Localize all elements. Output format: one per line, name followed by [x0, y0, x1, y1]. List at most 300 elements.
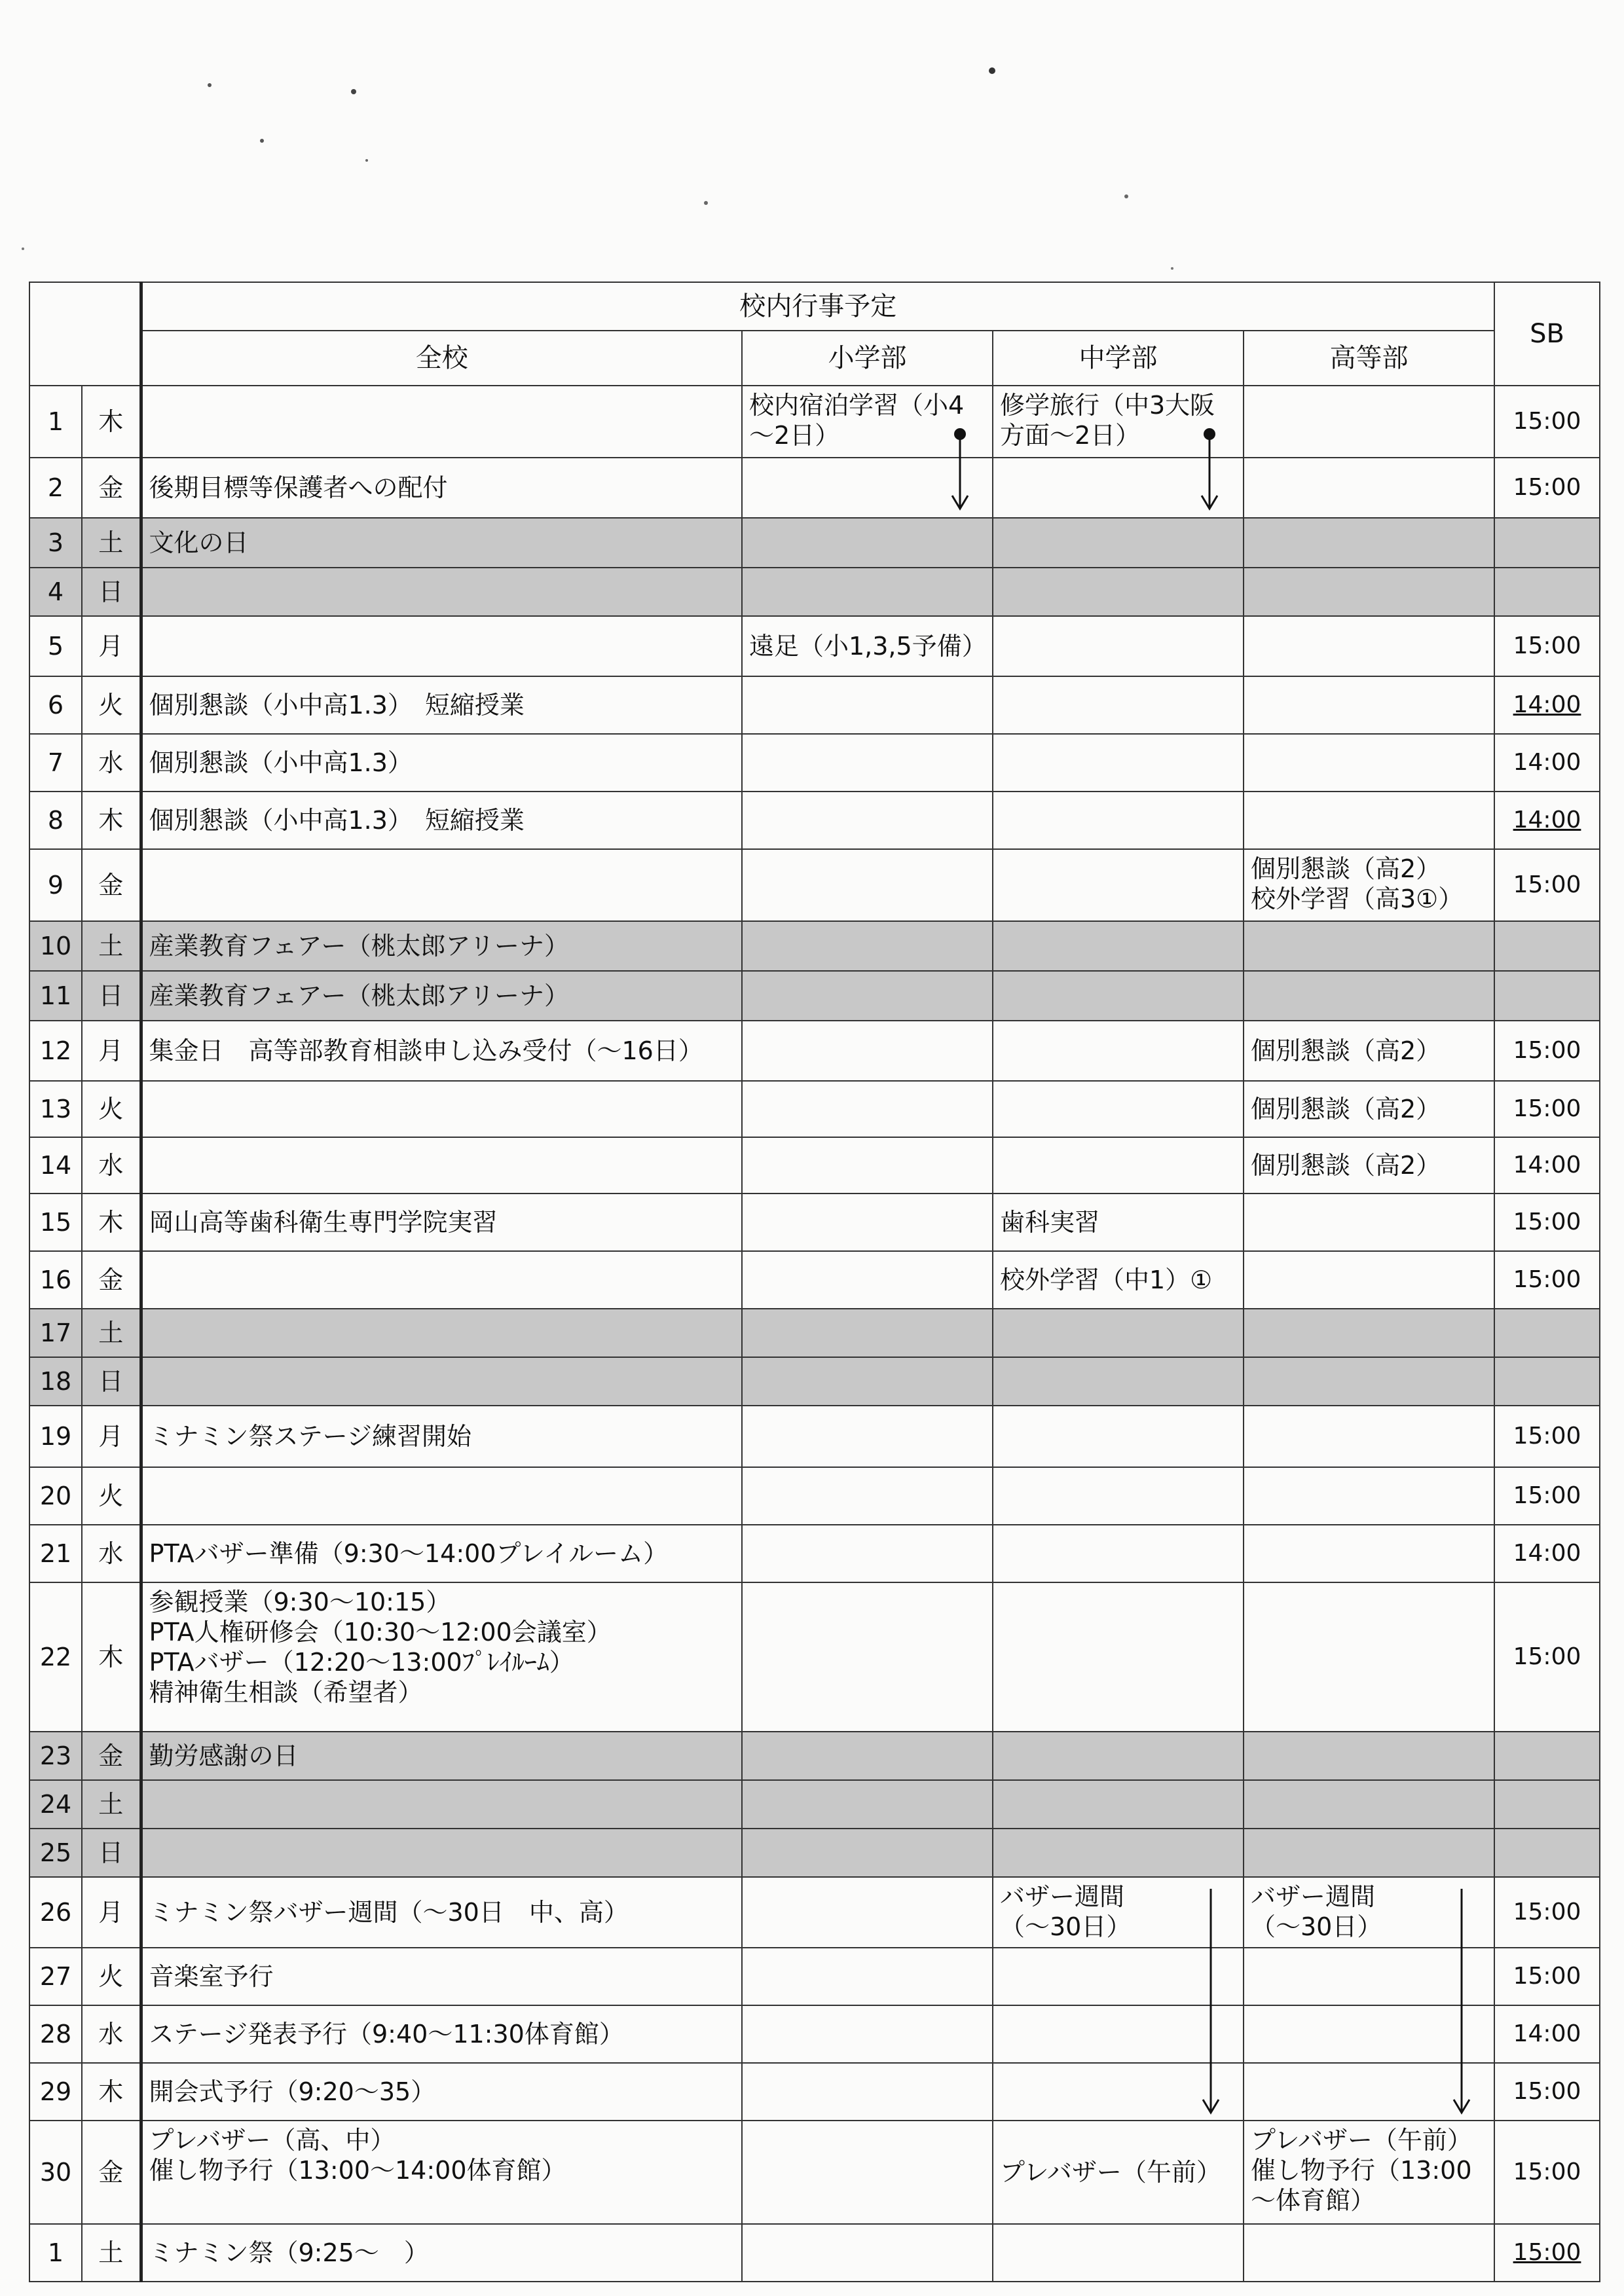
high-school-event — [1244, 1829, 1494, 1877]
event-text: 歯科実習 — [1000, 1208, 1100, 1237]
day-of-week: 土 — [82, 518, 141, 568]
all-school-event — [141, 1021, 742, 1081]
all-school-event — [141, 1406, 742, 1467]
elementary-event — [742, 1137, 993, 1194]
header-high-school: 高等部 — [1244, 331, 1494, 386]
table-row — [29, 1081, 1600, 1137]
day-of-week: 日 — [82, 568, 141, 616]
junior-high-event — [993, 921, 1244, 971]
day-of-week: 水 — [82, 1525, 141, 1582]
elementary-event — [742, 734, 993, 792]
high-school-event — [1244, 971, 1494, 1021]
table-row — [29, 1467, 1600, 1525]
high-school-event — [1244, 1137, 1494, 1194]
elementary-event — [742, 1877, 993, 1948]
day-of-week: 月 — [82, 1021, 141, 1081]
sb-time-text: 15:00 — [1513, 1209, 1581, 1235]
day-number: 17 — [29, 1309, 82, 1357]
day-number: 15 — [29, 1194, 82, 1251]
event-text: プレバザー（高、中） 催し物予行（13:00～14:00体育館） — [149, 2126, 566, 2185]
event-text: 個別懇談（小中高1.3） — [149, 748, 413, 777]
elementary-event — [742, 458, 993, 518]
sb-time — [1494, 1081, 1600, 1137]
sb-time — [1494, 616, 1600, 676]
sb-time — [1494, 1525, 1600, 1582]
all-school-event — [141, 734, 742, 792]
day-of-week: 金 — [82, 458, 141, 518]
junior-high-event — [993, 1525, 1244, 1582]
event-text: 修学旅行（中3大阪方面～2日） — [1000, 391, 1215, 450]
elementary-event — [742, 2063, 993, 2121]
junior-high-event — [993, 1251, 1244, 1309]
elementary-event — [742, 1309, 993, 1357]
header-junior-high: 中学部 — [993, 331, 1244, 386]
day-number: 24 — [29, 1780, 82, 1829]
sb-time — [1494, 1732, 1600, 1780]
elementary-event — [742, 971, 993, 1021]
elementary-event — [742, 2005, 993, 2063]
sb-time — [1494, 676, 1600, 734]
high-school-event — [1244, 1406, 1494, 1467]
high-school-event — [1244, 2224, 1494, 2282]
junior-high-event — [993, 2121, 1244, 2224]
day-of-week: 土 — [82, 2224, 141, 2282]
elementary-event — [742, 1780, 993, 1829]
day-of-week: 月 — [82, 1877, 141, 1948]
event-text: 個別懇談（高2） — [1251, 1095, 1441, 1123]
sb-time-text: 14:00 — [1513, 1152, 1581, 1178]
event-text: ミナミン祭バザー週間（～30日 中、高） — [149, 1898, 629, 1927]
day-of-week: 火 — [82, 1081, 141, 1137]
table-row — [29, 1582, 1600, 1732]
day-number: 6 — [29, 676, 82, 734]
all-school-event — [141, 849, 742, 921]
day-of-week: 月 — [82, 1406, 141, 1467]
sb-time-text: 15:00 — [1513, 1095, 1581, 1122]
elementary-event — [742, 518, 993, 568]
all-school-event — [141, 1525, 742, 1582]
sb-time-text: 14:00 — [1513, 807, 1581, 833]
day-of-week: 月 — [82, 616, 141, 676]
table-row — [29, 2063, 1600, 2121]
day-number: 28 — [29, 2005, 82, 2063]
event-text: 遠足（小1,3,5予備） — [749, 632, 987, 661]
table-row — [29, 1251, 1600, 1309]
table-row — [29, 1021, 1600, 1081]
day-of-week: 火 — [82, 1467, 141, 1525]
high-school-event — [1244, 734, 1494, 792]
sb-time — [1494, 518, 1600, 568]
sb-time — [1494, 1829, 1600, 1877]
day-number: 8 — [29, 792, 82, 849]
elementary-event — [742, 921, 993, 971]
sb-time — [1494, 2121, 1600, 2224]
elementary-event — [742, 616, 993, 676]
all-school-event — [141, 1137, 742, 1194]
junior-high-event — [993, 676, 1244, 734]
elementary-event — [742, 1467, 993, 1525]
table-row — [29, 792, 1600, 849]
header-corner — [29, 282, 141, 386]
day-of-week: 木 — [82, 386, 141, 458]
sb-time-text: 15:00 — [1513, 2159, 1581, 2185]
sb-time-text: 15:00 — [1513, 1963, 1581, 1990]
high-school-event — [1244, 1948, 1494, 2005]
event-text: プレバザー（午前） 催し物予行（13:00～体育館） — [1251, 2126, 1472, 2215]
event-text: 個別懇談（小中高1.3） 短縮授業 — [149, 691, 525, 720]
sb-time — [1494, 1780, 1600, 1829]
event-text: 参観授業（9:30～10:15） PTA人権研修会（10:30～12:00会議室） PTAバザー（12:20～13:00ﾌﾟﾚｲﾙｰﾑ） 精神衛生相談（希望者） — [149, 1588, 612, 1707]
elementary-event — [742, 1406, 993, 1467]
day-number: 1 — [29, 2224, 82, 2282]
sb-time — [1494, 386, 1600, 458]
all-school-event — [141, 792, 742, 849]
junior-high-event — [993, 1582, 1244, 1732]
sb-time — [1494, 971, 1600, 1021]
day-of-week: 木 — [82, 792, 141, 849]
table-row — [29, 1877, 1600, 1948]
sb-time — [1494, 1582, 1600, 1732]
high-school-event — [1244, 518, 1494, 568]
all-school-event — [141, 1732, 742, 1780]
elementary-event — [742, 568, 993, 616]
elementary-event — [742, 2224, 993, 2282]
event-text: 個別懇談（高2） 校外学習（高3①） — [1251, 854, 1464, 913]
sb-time — [1494, 1251, 1600, 1309]
sb-time — [1494, 734, 1600, 792]
event-text: 開会式予行（9:20～35） — [149, 2077, 436, 2106]
day-number: 10 — [29, 921, 82, 971]
high-school-event — [1244, 1525, 1494, 1582]
day-number: 30 — [29, 2121, 82, 2224]
elementary-event — [742, 386, 993, 458]
junior-high-event — [993, 458, 1244, 518]
day-number: 23 — [29, 1732, 82, 1780]
event-text: ステージ発表予行（9:40～11:30体育館） — [149, 2020, 624, 2049]
all-school-event — [141, 2224, 742, 2282]
day-number: 5 — [29, 616, 82, 676]
all-school-event — [141, 1582, 742, 1732]
all-school-event — [141, 2063, 742, 2121]
sb-time-text: 15:00 — [1513, 632, 1581, 659]
all-school-event — [141, 1877, 742, 1948]
event-text: 後期目標等保護者への配付 — [149, 473, 448, 502]
table-row — [29, 1829, 1600, 1877]
header-all-school: 全校 — [141, 331, 742, 386]
day-number: 22 — [29, 1582, 82, 1732]
table-row — [29, 921, 1600, 971]
table-row — [29, 458, 1600, 518]
elementary-event — [742, 1948, 993, 2005]
event-text: 集金日 高等部教育相談申し込み受付（～16日） — [149, 1036, 703, 1065]
high-school-event — [1244, 1251, 1494, 1309]
day-number: 2 — [29, 458, 82, 518]
day-number: 12 — [29, 1021, 82, 1081]
day-number: 4 — [29, 568, 82, 616]
day-number: 26 — [29, 1877, 82, 1948]
high-school-event — [1244, 2121, 1494, 2224]
sb-time-text: 15:00 — [1513, 1037, 1581, 1064]
elementary-event — [742, 1021, 993, 1081]
sb-time-text: 15:00 — [1513, 1643, 1581, 1670]
elementary-event — [742, 676, 993, 734]
day-of-week: 金 — [82, 1732, 141, 1780]
day-number: 9 — [29, 849, 82, 921]
all-school-event — [141, 2005, 742, 2063]
high-school-event — [1244, 1357, 1494, 1406]
junior-high-event — [993, 386, 1244, 458]
junior-high-event — [993, 1081, 1244, 1137]
sb-time-text: 14:00 — [1513, 691, 1581, 718]
day-number: 27 — [29, 1948, 82, 2005]
table-row — [29, 1309, 1600, 1357]
day-number: 1 — [29, 386, 82, 458]
sb-time — [1494, 1021, 1600, 1081]
high-school-event — [1244, 386, 1494, 458]
event-text: バザー週間 （～30日） — [1000, 1882, 1132, 1941]
all-school-event — [141, 568, 742, 616]
junior-high-event — [993, 1780, 1244, 1829]
table-row — [29, 849, 1600, 921]
table-row — [29, 616, 1600, 676]
sb-time — [1494, 568, 1600, 616]
table-row — [29, 1948, 1600, 2005]
table-row — [29, 1194, 1600, 1251]
event-text: プレバザー（午前） — [1000, 2158, 1221, 2187]
junior-high-event — [993, 792, 1244, 849]
high-school-event — [1244, 458, 1494, 518]
day-number: 18 — [29, 1357, 82, 1406]
sb-time — [1494, 1877, 1600, 1948]
day-number: 20 — [29, 1467, 82, 1525]
sb-time-text: 15:00 — [1513, 2239, 1581, 2266]
sb-time-text: 14:00 — [1513, 1540, 1581, 1567]
sb-time — [1494, 849, 1600, 921]
high-school-event — [1244, 1732, 1494, 1780]
sb-time — [1494, 921, 1600, 971]
all-school-event — [141, 518, 742, 568]
all-school-event — [141, 1194, 742, 1251]
elementary-event — [742, 849, 993, 921]
table-row — [29, 2224, 1600, 2282]
junior-high-event — [993, 971, 1244, 1021]
day-of-week: 木 — [82, 1582, 141, 1732]
day-of-week: 火 — [82, 676, 141, 734]
high-school-event — [1244, 1021, 1494, 1081]
event-text: 産業教育フェアー（桃太郎アリーナ） — [149, 932, 569, 960]
sb-time — [1494, 1194, 1600, 1251]
all-school-event — [141, 676, 742, 734]
junior-high-event — [993, 1406, 1244, 1467]
junior-high-event — [993, 1877, 1244, 1948]
header-elementary: 小学部 — [742, 331, 993, 386]
event-text: バザー週間 （～30日） — [1251, 1882, 1382, 1941]
table-row — [29, 971, 1600, 1021]
sb-time — [1494, 792, 1600, 849]
day-of-week: 木 — [82, 1194, 141, 1251]
high-school-event — [1244, 1780, 1494, 1829]
all-school-event — [141, 921, 742, 971]
sb-time — [1494, 458, 1600, 518]
sb-time — [1494, 2005, 1600, 2063]
sb-time-text: 15:00 — [1513, 408, 1581, 435]
day-number: 3 — [29, 518, 82, 568]
high-school-event — [1244, 616, 1494, 676]
sb-time-text: 15:00 — [1513, 871, 1581, 898]
junior-high-event — [993, 1467, 1244, 1525]
day-number: 14 — [29, 1137, 82, 1194]
junior-high-event — [993, 1357, 1244, 1406]
event-text: ミナミン祭ステージ練習開始 — [149, 1422, 471, 1451]
high-school-event — [1244, 2063, 1494, 2121]
table-row — [29, 1406, 1600, 1467]
elementary-event — [742, 1251, 993, 1309]
sb-time — [1494, 1467, 1600, 1525]
sb-time-text: 15:00 — [1513, 474, 1581, 501]
event-text: 勤労感謝の日 — [149, 1741, 299, 1770]
day-number: 13 — [29, 1081, 82, 1137]
all-school-event — [141, 1357, 742, 1406]
sb-time — [1494, 1948, 1600, 2005]
junior-high-event — [993, 1137, 1244, 1194]
high-school-event — [1244, 676, 1494, 734]
table-row — [29, 568, 1600, 616]
event-text: 音楽室予行 — [149, 1962, 274, 1991]
high-school-event — [1244, 2005, 1494, 2063]
event-text: 個別懇談（小中高1.3） 短縮授業 — [149, 806, 525, 835]
junior-high-event — [993, 616, 1244, 676]
day-number: 19 — [29, 1406, 82, 1467]
day-number: 11 — [29, 971, 82, 1021]
high-school-event — [1244, 792, 1494, 849]
all-school-event — [141, 1081, 742, 1137]
sb-time-text: 15:00 — [1513, 1482, 1581, 1509]
day-of-week: 水 — [82, 2005, 141, 2063]
junior-high-event — [993, 849, 1244, 921]
sb-time-text: 14:00 — [1513, 749, 1581, 776]
elementary-event — [742, 1081, 993, 1137]
day-number: 29 — [29, 2063, 82, 2121]
school-events-schedule-table — [29, 282, 1600, 2282]
junior-high-event — [993, 518, 1244, 568]
table-row — [29, 2121, 1600, 2224]
day-of-week: 火 — [82, 1948, 141, 2005]
junior-high-event — [993, 1021, 1244, 1081]
sb-time — [1494, 1137, 1600, 1194]
schedule-body — [29, 386, 1600, 2282]
day-of-week: 日 — [82, 971, 141, 1021]
day-of-week: 金 — [82, 2121, 141, 2224]
junior-high-event — [993, 2063, 1244, 2121]
elementary-event — [742, 1194, 993, 1251]
all-school-event — [141, 1467, 742, 1525]
sb-time-text: 14:00 — [1513, 2020, 1581, 2047]
day-of-week: 金 — [82, 849, 141, 921]
event-text: 文化の日 — [149, 528, 249, 557]
high-school-event — [1244, 849, 1494, 921]
event-text: 校外学習（中1）① — [1000, 1266, 1213, 1294]
high-school-event — [1244, 1081, 1494, 1137]
high-school-event — [1244, 921, 1494, 971]
high-school-event — [1244, 568, 1494, 616]
event-text: 個別懇談（高2） — [1251, 1036, 1441, 1065]
table-row — [29, 734, 1600, 792]
all-school-event — [141, 386, 742, 458]
day-of-week: 日 — [82, 1357, 141, 1406]
event-text: 産業教育フェアー（桃太郎アリーナ） — [149, 981, 569, 1010]
header-title: 校内行事予定 — [141, 282, 1494, 331]
table-row — [29, 386, 1600, 458]
day-of-week: 土 — [82, 921, 141, 971]
all-school-event — [141, 971, 742, 1021]
junior-high-event — [993, 734, 1244, 792]
junior-high-event — [993, 1829, 1244, 1877]
day-of-week: 土 — [82, 1309, 141, 1357]
all-school-event — [141, 1780, 742, 1829]
all-school-event — [141, 2121, 742, 2224]
table-row — [29, 518, 1600, 568]
junior-high-event — [993, 1732, 1244, 1780]
all-school-event — [141, 1948, 742, 2005]
high-school-event — [1244, 1309, 1494, 1357]
high-school-event — [1244, 1877, 1494, 1948]
table-row — [29, 1525, 1600, 1582]
sb-time — [1494, 1309, 1600, 1357]
elementary-event — [742, 1525, 993, 1582]
elementary-event — [742, 1582, 993, 1732]
high-school-event — [1244, 1194, 1494, 1251]
all-school-event — [141, 616, 742, 676]
day-of-week: 日 — [82, 1829, 141, 1877]
elementary-event — [742, 1732, 993, 1780]
all-school-event — [141, 1309, 742, 1357]
day-number: 7 — [29, 734, 82, 792]
sb-time — [1494, 1406, 1600, 1467]
event-text: 岡山高等歯科衛生専門学院実習 — [149, 1208, 498, 1237]
day-number: 21 — [29, 1525, 82, 1582]
day-of-week: 木 — [82, 2063, 141, 2121]
sb-time — [1494, 1357, 1600, 1406]
table-row — [29, 1137, 1600, 1194]
all-school-event — [141, 458, 742, 518]
day-number: 16 — [29, 1251, 82, 1309]
table-row — [29, 1357, 1600, 1406]
table-row — [29, 2005, 1600, 2063]
junior-high-event — [993, 1309, 1244, 1357]
event-text: 個別懇談（高2） — [1251, 1151, 1441, 1180]
junior-high-event — [993, 1194, 1244, 1251]
table-row — [29, 676, 1600, 734]
sb-time-text: 15:00 — [1513, 1266, 1581, 1293]
elementary-event — [742, 1357, 993, 1406]
table-row — [29, 1732, 1600, 1780]
all-school-event — [141, 1829, 742, 1877]
day-of-week: 水 — [82, 1137, 141, 1194]
day-of-week: 水 — [82, 734, 141, 792]
sb-time — [1494, 2224, 1600, 2282]
day-of-week: 金 — [82, 1251, 141, 1309]
all-school-event — [141, 1251, 742, 1309]
event-text: ミナミン祭（9:25～ ） — [149, 2238, 429, 2267]
elementary-event — [742, 2121, 993, 2224]
sb-time-text: 15:00 — [1513, 1423, 1581, 1449]
header-sb: SB — [1494, 282, 1600, 386]
junior-high-event — [993, 1948, 1244, 2005]
sb-time — [1494, 2063, 1600, 2121]
junior-high-event — [993, 2224, 1244, 2282]
high-school-event — [1244, 1582, 1494, 1732]
junior-high-event — [993, 2005, 1244, 2063]
